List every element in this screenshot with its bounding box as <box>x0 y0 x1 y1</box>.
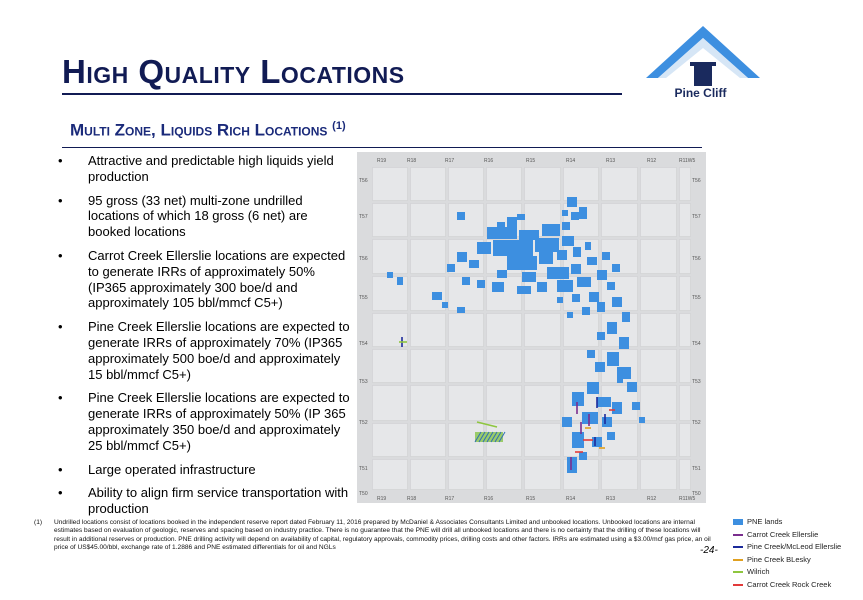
range-label-bottom: R19 <box>377 496 387 502</box>
legend-swatch-icon <box>733 546 743 548</box>
range-label-bottom: R17 <box>445 496 455 502</box>
township-cell <box>411 168 446 201</box>
township-cell <box>487 350 522 383</box>
pne-land-parcel <box>567 197 577 207</box>
pne-land-parcel <box>487 227 517 239</box>
section-subtitle <box>70 120 346 141</box>
range-label-top: R19 <box>377 158 387 164</box>
township-cell <box>525 314 561 347</box>
township-label-right: T52 <box>692 420 701 426</box>
township-cell <box>641 240 677 274</box>
pne-land-parcel <box>432 292 442 300</box>
township-cell <box>525 424 561 457</box>
pne-land-parcel <box>457 212 465 220</box>
township-cell <box>449 386 484 421</box>
township-label-left: T56 <box>359 256 368 262</box>
bullet-item: • Carrot Creek Ellerslie locations are expected to generate IRRs of approximately 50% (IP365 approximately 300 boe/d and approximately 105 bbl/mmcf C5+) <box>58 248 350 311</box>
bullet-item: • Pine Creek Ellerslie locations are expected to generate IRRs of approximately 50% (IP 365 approximately 350 boe/d and approximately 25 bbl/mmcf C5+) <box>58 390 350 453</box>
pne-land-parcel <box>607 432 615 440</box>
pne-land-parcel <box>602 417 612 427</box>
township-cell <box>373 168 408 201</box>
pne-land-parcel <box>589 292 599 302</box>
township-cell <box>449 314 484 347</box>
township-cell <box>449 168 484 201</box>
range-label-bottom: R13 <box>606 496 616 502</box>
range-label-top: R14 <box>566 158 576 164</box>
township-cell <box>641 460 677 490</box>
township-cell <box>449 460 484 490</box>
bullet-item: • Large operated infrastructure <box>58 462 350 478</box>
township-label-left: T50 <box>359 491 368 497</box>
township-label-right: T54 <box>692 341 701 347</box>
township-cell <box>411 424 446 457</box>
range-label-top: R17 <box>445 158 455 164</box>
township-label-left: T57 <box>359 214 368 220</box>
township-cell <box>373 350 408 383</box>
range-label-bottom: R15 <box>526 496 536 502</box>
legend-item <box>733 554 863 567</box>
pne-land-parcel <box>537 282 547 292</box>
township-cell <box>525 386 561 421</box>
township-cell <box>641 168 677 201</box>
township-cell <box>602 168 638 201</box>
township-cell <box>602 204 638 237</box>
pne-land-parcel <box>587 350 595 358</box>
legend-label: Carrot Creek Rock Creek <box>747 579 832 589</box>
township-cell <box>411 386 446 421</box>
township-label-right: T50 <box>692 491 701 497</box>
pne-land-parcel <box>567 312 573 318</box>
pne-land-parcel <box>562 210 568 216</box>
pne-land-parcel <box>507 217 517 227</box>
township-cell <box>680 386 691 421</box>
township-cell <box>641 350 677 383</box>
range-label-bottom: R18 <box>407 496 417 502</box>
township-cell <box>680 314 691 347</box>
township-label-right: T56 <box>692 256 701 262</box>
township-cell <box>641 314 677 347</box>
page-title: High Quality Locations <box>62 53 405 90</box>
township-cell <box>373 204 408 237</box>
company-name: Pine Cliff <box>674 86 727 100</box>
legend-item <box>733 529 863 542</box>
legend-item <box>733 579 863 592</box>
range-label-top: R15 <box>526 158 536 164</box>
pne-land-parcel <box>595 362 605 372</box>
township-label-left: T54 <box>359 341 368 347</box>
pne-land-parcel <box>617 377 623 383</box>
pne-land-parcel <box>612 297 622 307</box>
pne-land-parcel <box>517 214 525 220</box>
legend-item <box>733 566 863 579</box>
footnote-marker: (1) <box>34 519 43 526</box>
township-cell <box>373 424 408 457</box>
pne-land-parcel <box>607 352 619 366</box>
pne-land-parcel <box>469 260 479 268</box>
legend-label: Wilrich <box>747 567 770 577</box>
title-divider <box>62 93 622 95</box>
pne-land-parcel <box>562 222 570 230</box>
township-cell <box>487 168 522 201</box>
pne-land-parcel <box>557 250 567 260</box>
pne-land-parcel <box>612 264 620 272</box>
township-cell <box>680 460 691 490</box>
township-label-left: T52 <box>359 420 368 426</box>
bullet-item: • 95 gross (33 net) multi-zone undrilled locations of which 18 gross (6 net) are booked locations <box>58 193 350 240</box>
township-cell <box>680 424 691 457</box>
township-cell <box>680 350 691 383</box>
township-label-right: T56 <box>692 178 701 184</box>
township-label-left: T55 <box>359 295 368 301</box>
legend-swatch-icon <box>733 534 743 536</box>
pne-land-parcel <box>457 252 467 262</box>
pne-land-parcel <box>477 242 491 254</box>
pne-land-parcel <box>477 280 485 288</box>
subtitle-text: Multi Zone, Liquids Rich Locations <box>70 120 328 140</box>
pne-land-parcel <box>587 257 597 265</box>
legend-label: PNE lands <box>747 517 783 526</box>
footnote <box>34 519 714 553</box>
page-number: -24- <box>700 545 718 556</box>
legend-swatch-icon <box>733 571 743 573</box>
pne-land-parcel <box>571 212 579 220</box>
range-label-top: R18 <box>407 158 417 164</box>
township-label-right: T53 <box>692 379 701 385</box>
pne-land-parcel <box>592 437 602 447</box>
pne-land-parcel <box>622 312 630 322</box>
pne-land-parcel <box>571 264 581 274</box>
township-cell <box>641 204 677 237</box>
map-legend <box>733 516 863 592</box>
township-cell <box>411 350 446 383</box>
pne-land-parcel <box>492 282 504 292</box>
pne-land-parcel <box>539 252 553 264</box>
pne-land-parcel <box>547 267 569 279</box>
bullet-item: • Attractive and predictable high liquids yield production <box>58 153 350 185</box>
legend-swatch-icon <box>733 559 743 561</box>
township-label-left: T53 <box>359 379 368 385</box>
pne-land-parcel <box>517 286 531 294</box>
pne-land-parcel <box>602 252 610 260</box>
land-map-canvas <box>357 152 706 503</box>
footnote-text: Undrilled locations consist of locations booked in the independent reserve report dated February 11, 2016 prepared by McDaniel & Associates Consultants Limited and unbooked locations. Unbooked locations are internal estimates based on evaluation of geologic, reserves and spacing based on industry practice. There is no guarantee that the PNE will drill all unbooked locations and there is no certainty that the drilling of these locations will result in additional reserves or production. PNE drilling activity will depend on availability of capital, regulatory approvals, commodity prices, drilling costs and other factors. IRRs are estimated using a $3.00/mcf gas price, an oil price of US$45.00/bbl, exchange rate of 1.2886 and PNE estimated differentials for oil and NGLs <box>54 519 711 552</box>
pne-land-parcel <box>597 302 605 312</box>
township-cell <box>373 240 408 274</box>
pne-land-parcel <box>587 382 599 394</box>
pne-land-parcel <box>612 402 622 414</box>
pne-land-parcel <box>582 307 590 315</box>
township-cell <box>525 350 561 383</box>
pne-land-parcel <box>573 247 581 257</box>
legend-label: Pine Creek BLesky <box>747 554 811 564</box>
township-cell <box>449 350 484 383</box>
pne-land-parcel <box>579 452 587 460</box>
township-label-right: T51 <box>692 466 701 472</box>
township-cell <box>411 204 446 237</box>
pne-land-parcel <box>557 297 563 303</box>
pne-land-parcel <box>535 238 559 252</box>
range-label-bottom: R14 <box>566 496 576 502</box>
township-cell <box>373 386 408 421</box>
pne-land-parcel <box>572 294 580 302</box>
subtitle-divider <box>62 147 702 148</box>
pne-land-parcel <box>442 302 448 308</box>
pne-land-parcel <box>627 382 637 392</box>
pne-land-parcel <box>582 412 598 424</box>
pne-land-parcel <box>493 240 533 256</box>
range-label-bottom: R12 <box>647 496 657 502</box>
pne-land-parcel <box>567 457 577 473</box>
township-cell <box>602 424 638 457</box>
range-label-bottom: R16 <box>484 496 494 502</box>
township-cell <box>487 386 522 421</box>
legend-label: Pine Creek/McLeod Ellerslie <box>747 542 842 552</box>
township-cell <box>641 424 677 457</box>
pne-land-parcel <box>632 402 640 410</box>
pne-land-parcel <box>585 242 591 250</box>
subtitle-footnote-ref: (1) <box>332 120 346 132</box>
bullet-item: • Ability to align firm service transportation with production <box>58 485 350 517</box>
range-label-top: R12 <box>647 158 657 164</box>
pne-land-parcel <box>447 264 455 272</box>
township-cell <box>411 314 446 347</box>
legend-label: Carrot Creek Ellerslie <box>747 529 819 539</box>
township-cell <box>680 240 691 274</box>
township-label-right: T55 <box>692 295 701 301</box>
township-cell <box>411 460 446 490</box>
pne-land-parcel <box>522 272 536 282</box>
range-label-top: R11W5 <box>679 158 696 164</box>
township-cell <box>680 168 691 201</box>
range-label-bottom: R11W5 <box>679 496 696 502</box>
township-cell <box>487 460 522 490</box>
pne-land-parcel <box>597 332 605 340</box>
pne-land-parcel <box>572 432 584 448</box>
township-cell <box>680 277 691 311</box>
township-cell <box>487 277 522 311</box>
township-cell <box>641 386 677 421</box>
township-cell <box>564 168 599 201</box>
range-label-top: R16 <box>484 158 494 164</box>
pne-land-parcel <box>597 397 611 407</box>
pne-land-parcel <box>562 236 574 246</box>
pne-land-parcel <box>577 277 591 287</box>
township-cell <box>680 204 691 237</box>
township-cell <box>602 460 638 490</box>
pne-land-parcel <box>462 277 470 285</box>
township-label-left: T56 <box>359 178 368 184</box>
pne-land-parcel <box>572 392 584 406</box>
township-cell <box>487 314 522 347</box>
range-label-top: R13 <box>606 158 616 164</box>
bullet-list <box>58 153 350 525</box>
pne-land-parcel <box>607 322 617 334</box>
legend-swatch-icon <box>733 519 743 525</box>
pne-land-parcel <box>562 417 572 427</box>
pne-land-parcel <box>597 270 607 280</box>
legend-item <box>733 541 863 554</box>
pne-land-parcel <box>507 256 537 270</box>
pne-land-parcel <box>557 280 573 292</box>
township-cell <box>411 240 446 274</box>
pne-land-parcel <box>542 224 560 236</box>
township-label-left: T51 <box>359 466 368 472</box>
pne-land-parcel <box>457 307 465 313</box>
legend-swatch-icon <box>733 584 743 586</box>
legend-item <box>733 516 863 529</box>
pne-land-parcel <box>607 282 615 290</box>
pne-land-parcel <box>397 277 403 285</box>
pne-land-parcel <box>619 337 629 349</box>
pne-land-parcel <box>387 272 393 278</box>
wilrich-area <box>475 432 503 442</box>
township-label-right: T57 <box>692 214 701 220</box>
township-cell <box>449 204 484 237</box>
township-cell <box>373 460 408 490</box>
township-cell <box>564 314 599 347</box>
township-cell <box>525 168 561 201</box>
township-cell <box>525 460 561 490</box>
pne-land-parcel <box>639 417 645 423</box>
pne-land-parcel <box>579 207 587 219</box>
township-cell <box>641 277 677 311</box>
bullet-item: • Pine Creek Ellerslie locations are expected to generate IRRs of approximately 70% (IP365 approximately 500 boe/d and approximately 15 bbl/mmcf C5+) <box>58 319 350 382</box>
pne-land-parcel <box>497 270 507 278</box>
